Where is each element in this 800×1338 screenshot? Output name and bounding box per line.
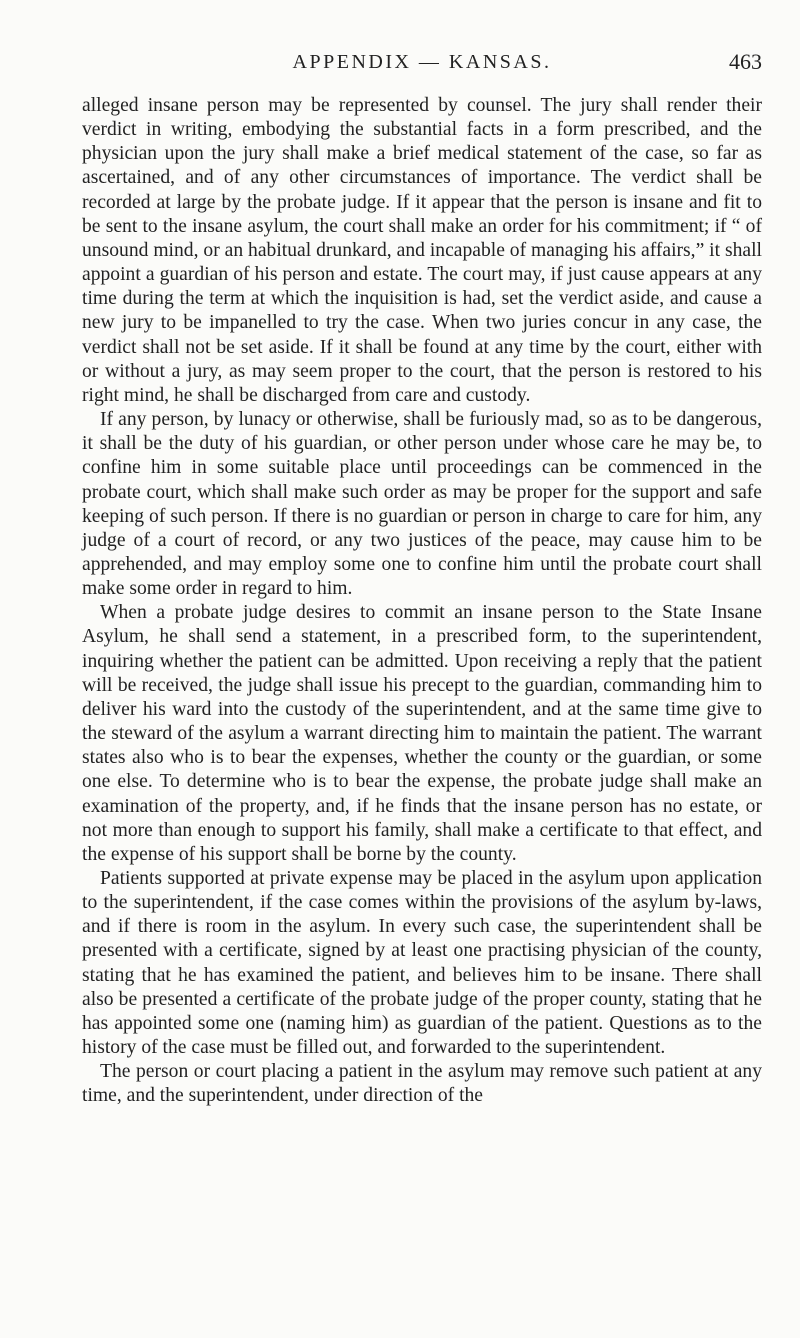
page-number: 463	[729, 49, 762, 74]
running-head: APPENDIX — KANSAS.	[292, 51, 552, 73]
paragraph: alleged insane person may be represented by counsel. The jury shall render their verdict in writing, embodying the substantial facts in a form prescribed, and the physician upon the jury shall make a brief medical statement of the case, so far as ascertained, and of any other circumstances of importance. The verdict shall be recorded at large by the probate judge. If it appear that the person is insane and fit to be sent to the insane asylum, the court shall make an order for his commitment; if “ of unsound mind, or an habitual drunkard, and incapable of managing his affairs,” it shall appoint a guardian of his person and estate. The court may, if just cause appears at any time during the term at which the inquisition is had, set the verdict aside, and cause a new jury to be impanelled to try the case. When two juries concur in any case, the verdict shall not be set aside. If it shall be found at any time by the court, either with or without a jury, as may seem proper to the court, that the person is restored to his right mind, he shall be discharged from care and custody.	[82, 95, 762, 406]
paragraph: Patients supported at private expense may be placed in the asylum upon application to the superintendent, if the case comes within the provisions of the asylum by-laws, and if there is room in the asylum. In every such case, the superintendent shall be presented with a certificate, signed by at least one practising physician of the county, stating that he has examined the patient, and believes him to be insane. There shall also be presented a certificate of the probate judge of the proper county, stating that he has appointed some one (naming him) as guardian of the patient. Questions as to the history of the case must be filled out, and forwarded to the superintendent.	[82, 868, 762, 1059]
paragraph: The person or court placing a patient in the asylum may remove such patient at any time, and the superintendent, under direction of the	[82, 1061, 762, 1107]
paragraph: If any person, by lunacy or otherwise, shall be furiously mad, so as to be dangerous, it shall be the duty of his guardian, or other person under whose care he may be, to confine him in some suitable place until proceedings can be commenced in the probate court, which shall make such order as may be proper for the support and safe keeping of such person. If there is no guardian or person in charge to care for him, any judge of a court of record, or any two justices of the peace, may cause him to be apprehended, and may employ some one to confine him until the probate court shall make some order in regard to him.	[82, 409, 762, 600]
page-header	[82, 48, 762, 76]
paragraph: When a probate judge desires to commit an insane person to the State Insane Asylum, he shall send a statement, in a prescribed form, to the superintendent, inquiring whether the patient can be admitted. Upon receiving a reply that the patient will be received, the judge shall issue his precept to the guardian, commanding him to deliver his ward into the custody of the superintendent, and at the same time give to the steward of the asylum a warrant directing him to maintain the patient. The warrant states also who is to bear the expenses, whether the county or the guardian, or some one else. To determine who is to bear the expense, the probate judge shall make an examination of the property, and, if he finds that the insane person has no estate, or not more than enough to support his family, shall make a certificate to that effect, and the expense of his support shall be borne by the county.	[82, 602, 762, 865]
page-body	[82, 94, 762, 1109]
